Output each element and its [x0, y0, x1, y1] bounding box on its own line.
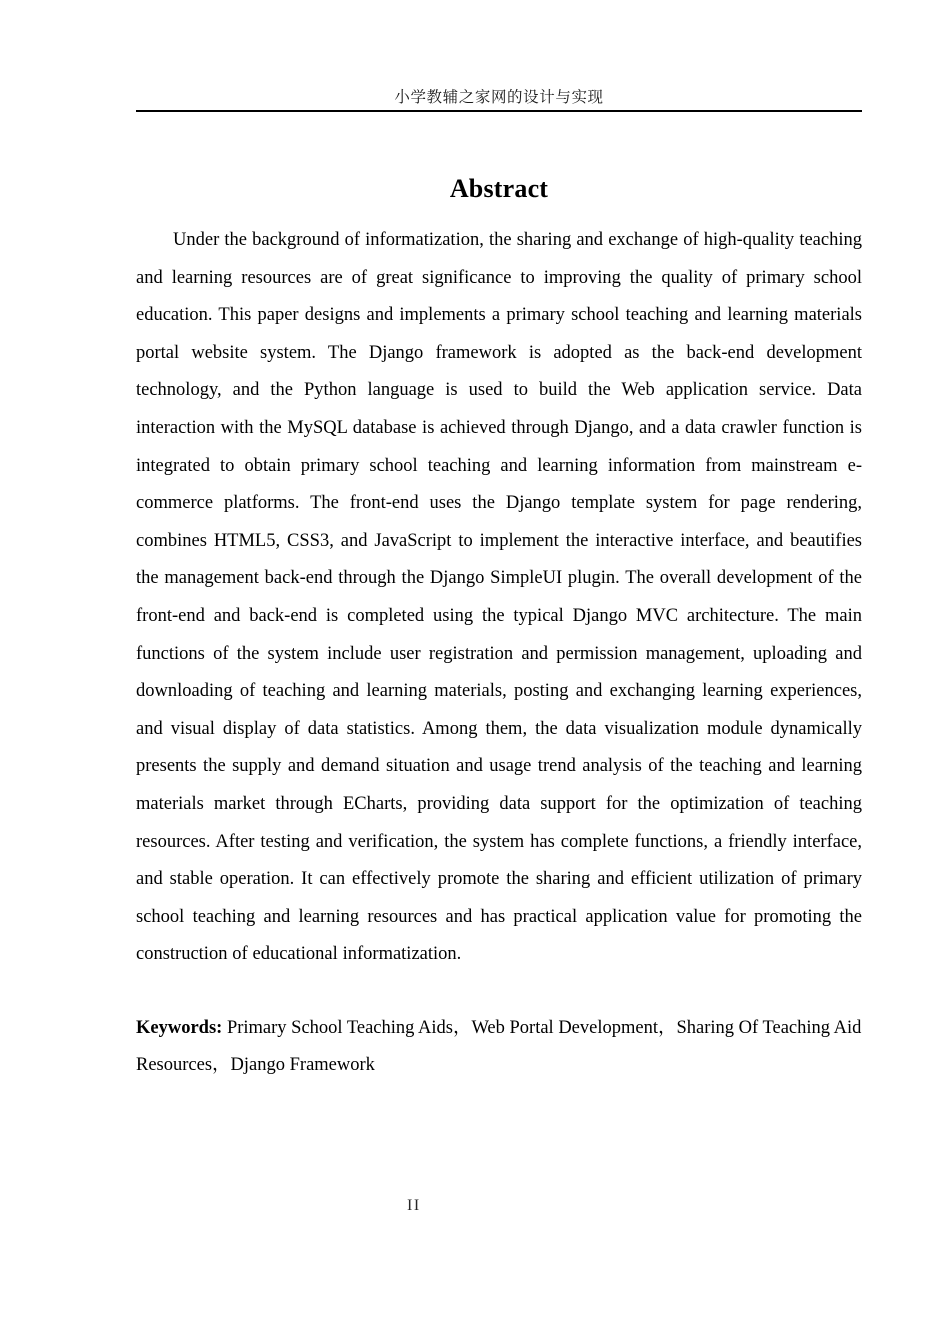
page-number: II — [407, 1197, 421, 1214]
keywords-block — [136, 1010, 862, 1085]
abstract-paragraph: Under the background of informatization, the sharing and exchange of high-quality teaching and learning resources are of great significance to improving the quality of primary school education. This paper designs and implements a primary school teaching and learning materials portal website system. The Django framework is adopted as the back-end development technology, and the Python language is used to build the Web application service. Data interaction with the MySQL database is achieved through Django, and a data crawler function is integrated to obtain primary school teaching and learning information from mainstream e-commerce platforms. The front-end uses the Django template system for page rendering, combines HTML5, CSS3, and JavaScript to implement the interactive interface, and beautifies the management back-end through the Django SimpleUI plugin. The overall development of the front-end and back-end is completed using the typical Django MVC architecture. The main functions of the system include user registration and permission management, uploading and downloading of teaching and learning materials, posting and exchanging learning experiences, and visual display of data statistics. Among them, the data visualization module dynamically presents the supply and demand situation and usage trend analysis of the teaching and learning materials market through ECharts, providing data support for the optimization of teaching resources. After testing and verification, the system has complete functions, a friendly interface, and stable operation. It can effectively promote the sharing and efficient utilization of primary school teaching and learning resources and has practical application value for promoting the construction of educational informatization. — [136, 230, 862, 965]
page-title: Abstract — [449, 174, 549, 204]
abstract-section — [136, 222, 862, 1085]
header-divider-rule — [136, 110, 862, 112]
page-footer — [136, 1196, 862, 1216]
page-header — [136, 86, 862, 112]
keywords-list: Primary School Teaching Aids，Web Portal Development，Sharing Of Teaching Aid Resources，Django Framework — [136, 1017, 862, 1076]
keywords-label: Keywords: — [136, 1017, 223, 1038]
running-header-title: 小学教辅之家网的设计与实现 — [394, 88, 604, 106]
